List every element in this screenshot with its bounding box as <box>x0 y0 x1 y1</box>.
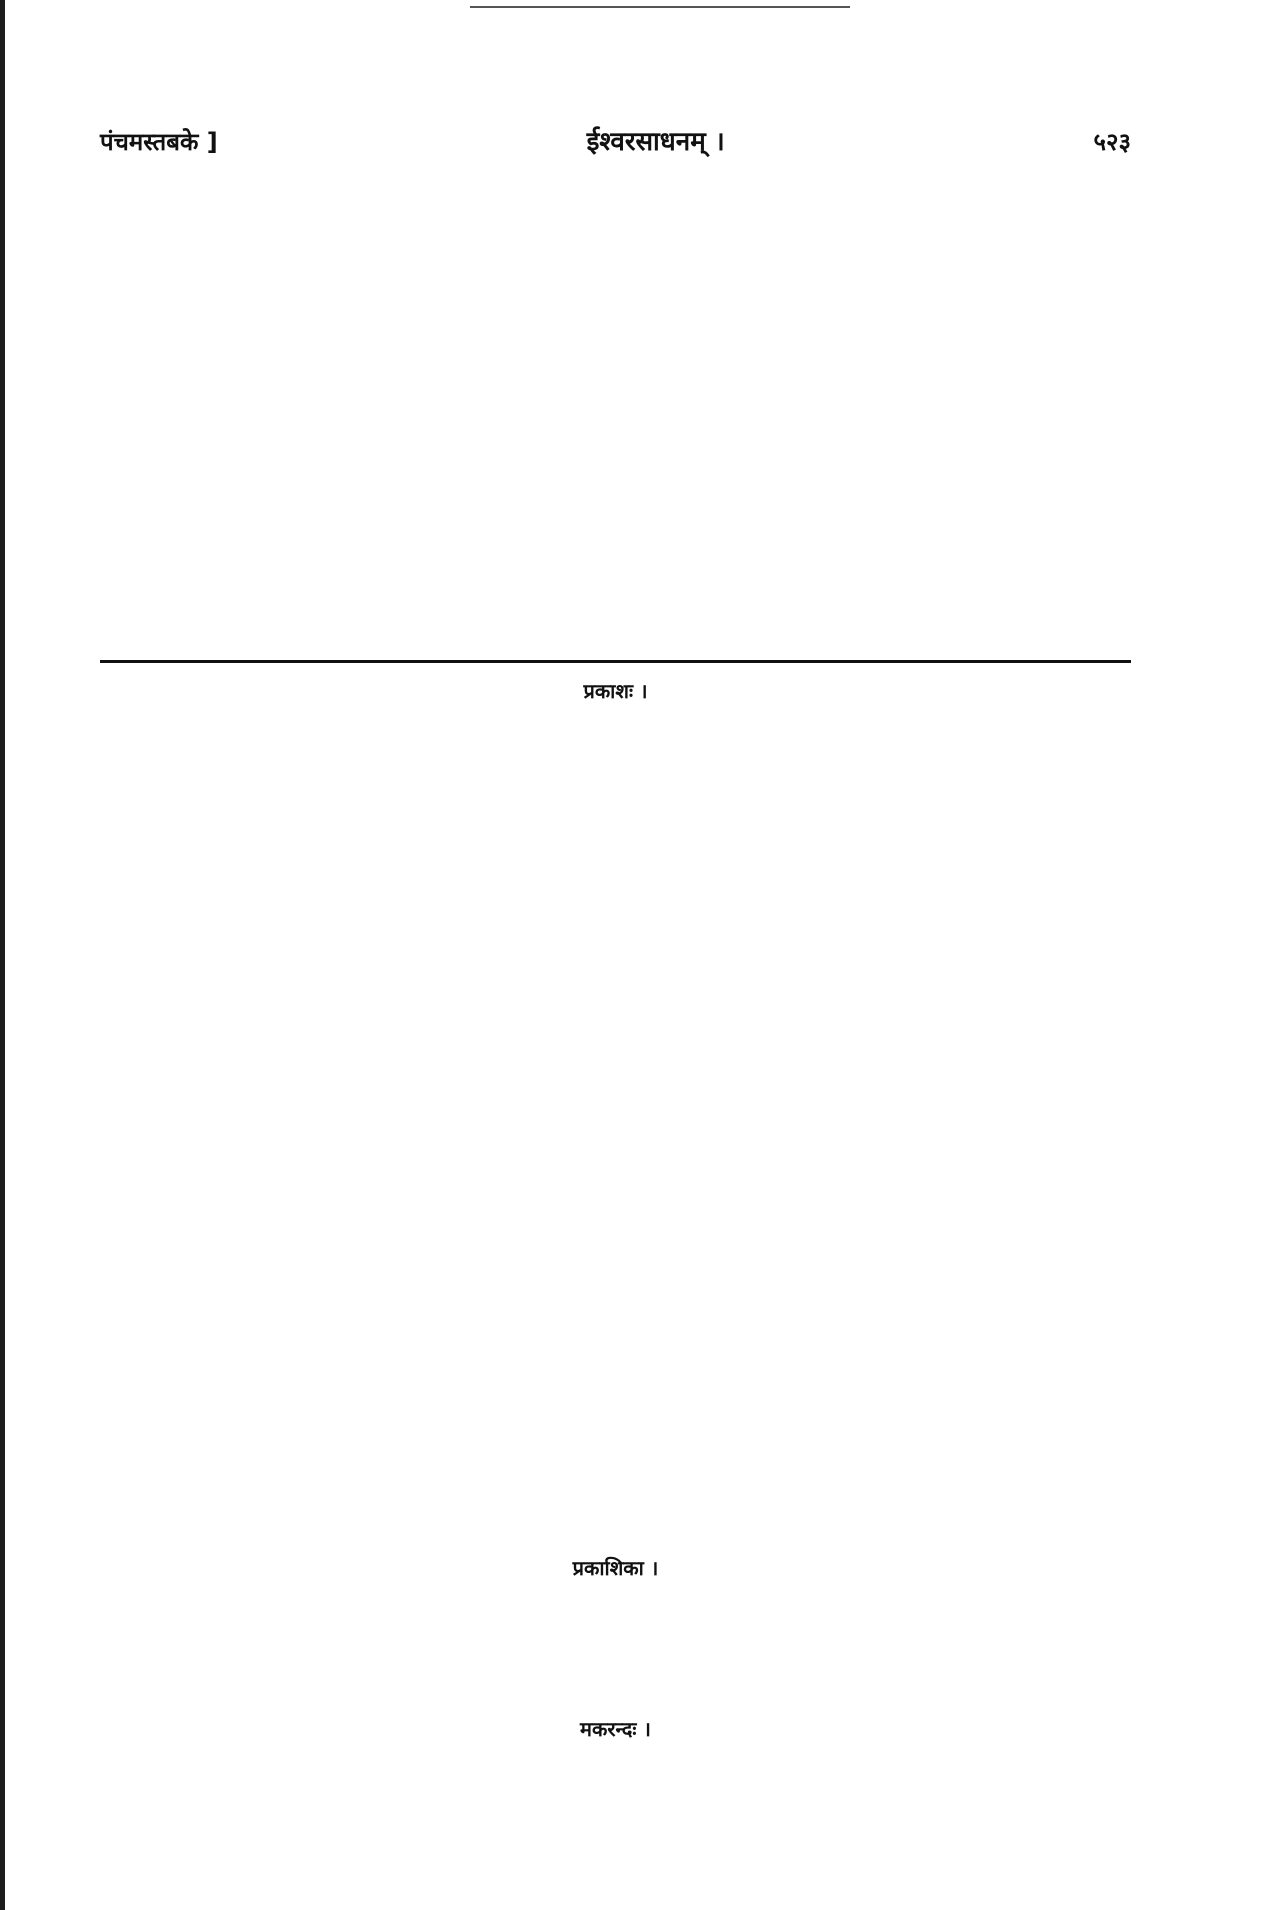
prakasha-paragraph <box>100 720 1131 1280</box>
section-divider <box>100 660 1131 663</box>
running-header <box>100 122 1131 158</box>
verse <box>100 500 1131 596</box>
chapter-label: पंचमस्तबके ] <box>100 128 218 156</box>
page-number: ५२३ <box>1093 128 1131 156</box>
prakasha-paragraph <box>100 1296 1131 1546</box>
makaranda-paragraph <box>100 1814 1131 1854</box>
makaranda-paragraph <box>100 1758 1131 1798</box>
binding-edge <box>0 0 5 1910</box>
page-title: ईश्वरसाधनम् । <box>586 127 725 157</box>
prakashika-paragraph <box>100 1597 1131 1707</box>
top-mark <box>470 6 850 8</box>
prakasha-heading: प्रकाशः । <box>583 679 648 703</box>
makaranda-heading: मकरन्दः । <box>580 1717 651 1741</box>
main-text <box>100 180 1131 500</box>
verse-line <box>290 500 1131 548</box>
verse-line <box>290 548 1131 596</box>
main-paragraph <box>100 180 1131 220</box>
main-paragraph <box>100 236 1131 276</box>
main-closing <box>100 612 1131 652</box>
prakashika-heading: प्रकाशिका । <box>572 1556 659 1580</box>
